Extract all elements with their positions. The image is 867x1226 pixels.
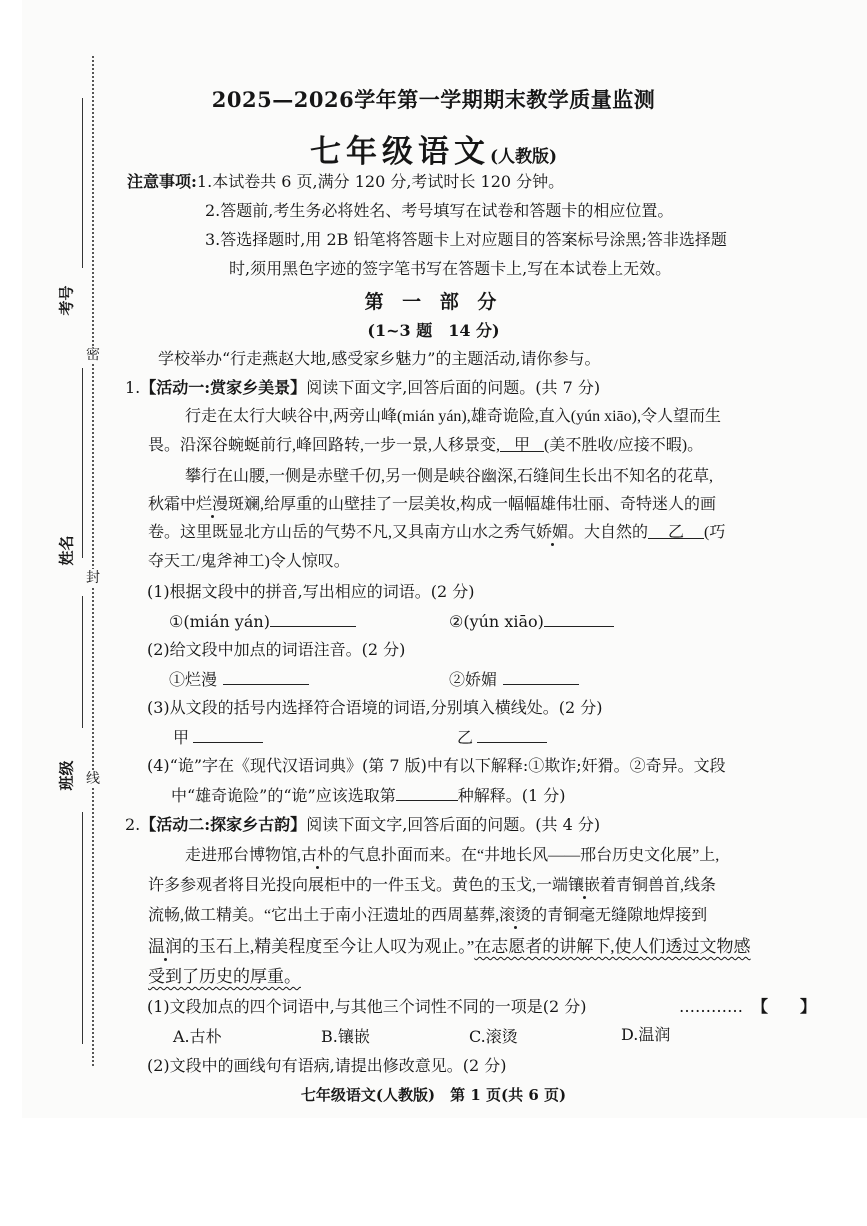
q1-passage-text: 斑斓,给厚重的山壁挂了一层美妆,构成一幅幅雄伟壮丽、奇特迷人的画 (228, 496, 717, 513)
q2-sub2: (2)文段中的画线句有语病,请提出修改意见。(2 分) (147, 1056, 507, 1075)
part-intro: 学校举办“行走燕赵大地,感受家乡魅力”的主题活动,请你参与。 (158, 349, 601, 368)
q1-passage-text: 畏。沿深谷蜿蜒前行,峰回路转,一步一景,人移景变, (148, 437, 501, 454)
q1-passage-line-5 (148, 522, 725, 544)
q2-passage-text: 许多参观者将目光投向展柜中的一件玉戈。黄色的玉戈,一端 (148, 877, 569, 894)
wavy-underline-sentence: 在志愿者的讲解下,使人们透过文物感 (474, 937, 751, 956)
fold-mark-mi: 密 (86, 347, 100, 363)
note-3a: 3.答选择题时,用 2B 铅笔将答题卡上对应题目的答案标号涂黑;答非选择题 (205, 230, 727, 249)
dotted-word-jiaomei: 娇媚 (536, 524, 569, 541)
answer-blank[interactable] (396, 784, 458, 801)
q1-sub1-b-label: ②(yún xiāo) (449, 612, 544, 631)
q1-passage-line-4 (148, 494, 716, 516)
answer-blank[interactable] (544, 610, 614, 627)
answer-blank[interactable] (503, 668, 579, 685)
q2-passage-line-3 (148, 905, 707, 927)
q2-passage-text: 的青铜毫无缝隙地焊接到 (531, 907, 708, 924)
q2-passage-text: 的气息扑面而来。在“井地长风——邢台历史文化展”上, (333, 847, 720, 864)
exam-id-label: 考号 (57, 285, 76, 316)
blank-yi (648, 522, 704, 539)
fold-mark-xian: 线 (86, 771, 100, 787)
option-c: C.滚烫 (469, 1027, 518, 1046)
q1-number: 1. (125, 378, 141, 397)
dotted-word-lanman: 烂漫 (196, 496, 229, 513)
notes-label: 注意事项: (127, 172, 197, 191)
q2-instruction: 阅读下面文字,回答后面的问题。(共 4 分) (306, 815, 601, 834)
q2-heading (125, 814, 600, 836)
q2-passage-line-4 (148, 936, 751, 958)
q1-sub2-a-label: ①烂漫 (169, 670, 218, 689)
dotted-word-xiangqian: 镶嵌 (568, 877, 601, 894)
q1-passage-line-2 (148, 435, 703, 457)
exam-title: 2025—2026学年第一学期期末教学质量监测 (211, 87, 656, 112)
q1-passage-text: 。大自然的 (568, 524, 649, 541)
q2-sub1-text: (1)文段加点的四个词语中,与其他三个词性不同的一项是(2 分) (147, 997, 587, 1016)
q1-sub3-b-label: 乙 (457, 728, 474, 747)
q1-passage-text: 卷。这里既显北方山岳的气势不凡,又具南方山水之秀气 (148, 524, 537, 541)
option-a: A.古朴 (173, 1027, 222, 1046)
part-title: 第 一 部 分 (364, 291, 503, 313)
q1-passage-text: 秋霜中 (148, 496, 197, 513)
q2-passage-line-1 (185, 845, 719, 867)
note-1: 1.本试卷共 6 页,满分 120 分,考试时长 120 分钟。 (196, 172, 565, 191)
q1-passage-line-3: 攀行在山腰,一侧是赤壁千仞,另一侧是峡谷幽深,石缝间生长出不知名的花草, (185, 468, 714, 485)
q1-sub4-text: 种解释。(1 分) (457, 786, 566, 805)
answer-bracket[interactable]: 【 】 (752, 997, 817, 1016)
q1-sub2-b-label: ②娇媚 (449, 670, 498, 689)
q1-sub4-line-2 (171, 784, 566, 807)
note-2: 2.答题前,考生务必将姓名、考号填写在试卷和答题卡的相应位置。 (205, 201, 674, 220)
answer-blank[interactable] (477, 726, 547, 743)
wavy-underline-sentence: 受到了历史的厚重。 (148, 967, 301, 986)
q1-sub2: (2)给文段中加点的词语注音。(2 分) (147, 640, 406, 659)
q1-activity: 【活动一:赏家乡美景】 (140, 378, 307, 397)
q1-sub1-b (449, 610, 614, 633)
class-write-line-upper (82, 596, 83, 728)
leader-dots: ………… (679, 997, 743, 1016)
subject-name: 七年级语文 (309, 134, 490, 170)
fold-mark-feng: 封 (86, 570, 100, 586)
q2-passage-line-2 (148, 875, 716, 897)
part-range: (1~3 题 14 分) (367, 321, 500, 340)
dotted-word-gupu: 古朴 (301, 847, 334, 864)
answer-blank[interactable] (223, 668, 309, 685)
q2-passage-line-5 (148, 966, 301, 988)
answer-blank[interactable] (193, 726, 263, 743)
q2-passage-text: 走进邢台博物馆, (185, 847, 302, 864)
option-d: D.温润 (621, 1025, 671, 1044)
edition-label: (人教版) (489, 147, 558, 167)
q1-passage-text: (美不胜收/应接不暇)。 (544, 437, 704, 454)
dotted-word-wenrun: 温润 (148, 937, 182, 956)
q1-sub3-b (457, 726, 547, 749)
dotted-word-guntang: 滚烫 (499, 907, 532, 924)
class-write-line-lower (82, 812, 83, 1044)
q1-sub3: (3)从文段的括号内选择符合语境的词语,分别填入横线处。(2 分) (147, 698, 603, 717)
blank-jia (500, 435, 544, 452)
q1-passage-text: (巧 (704, 524, 726, 541)
name-write-line (82, 368, 83, 558)
note-3b: 时,须用黑色字迹的签字笔书写在答题卡上,写在本试卷上无效。 (229, 259, 672, 278)
fold-line (92, 56, 94, 1066)
blank-jia-label: 甲 (514, 437, 531, 454)
q1-passage-line-6: 夺天工/鬼斧神工)令人惊叹。 (148, 553, 350, 570)
q1-sub1: (1)根据文段中的拼音,写出相应的词语。(2 分) (147, 582, 475, 601)
q2-sub1 (147, 996, 819, 1018)
page-footer: 七年级语文(人教版) 第 1 页(共 6 页) (300, 1086, 567, 1104)
q1-heading (125, 377, 600, 399)
q1-sub1-a-label: ①(mián yán) (169, 612, 270, 631)
blank-yi-label: 乙 (668, 524, 685, 541)
q2-number: 2. (125, 815, 141, 834)
q2-passage-text: 流畅,做工精美。“它出土于南小汪遗址的西周墓葬, (148, 907, 500, 924)
q1-sub4-line-1: (4)“诡”字在《现代汉语词典》(第 7 版)中有以下解释:①欺诈;奸猾。②奇异。文段 (147, 756, 726, 775)
answer-blank[interactable] (270, 610, 356, 627)
q1-sub1-a (169, 610, 356, 633)
q1-sub2-b (449, 668, 579, 691)
subject-title (0, 126, 867, 171)
q2-passage-text: 着青铜兽首,线条 (600, 877, 717, 894)
q2-activity: 【活动二:探家乡古韵】 (140, 815, 307, 834)
notes-line-1 (127, 171, 564, 193)
q2-passage-text: 的玉石上,精美程度至今让人叹为观止。” (182, 937, 475, 956)
q1-sub4-text: 中“雄奇诡险”的“诡”应该选取第 (171, 786, 396, 805)
student-name-label: 姓名 (57, 535, 76, 566)
id-write-line (82, 98, 83, 268)
option-b: B.镶嵌 (321, 1027, 370, 1046)
q1-sub2-a (169, 668, 309, 691)
q1-instruction: 阅读下面文字,回答后面的问题。(共 7 分) (306, 378, 601, 397)
q1-sub3-a (173, 726, 263, 749)
q1-passage-line-1: 行走在太行大峡谷中,两旁山峰(mián yán),雄奇诡险,直入(yún xiāo),令人望而生 (185, 408, 721, 425)
q1-sub3-a-label: 甲 (173, 728, 190, 747)
class-label: 班级 (57, 760, 76, 791)
